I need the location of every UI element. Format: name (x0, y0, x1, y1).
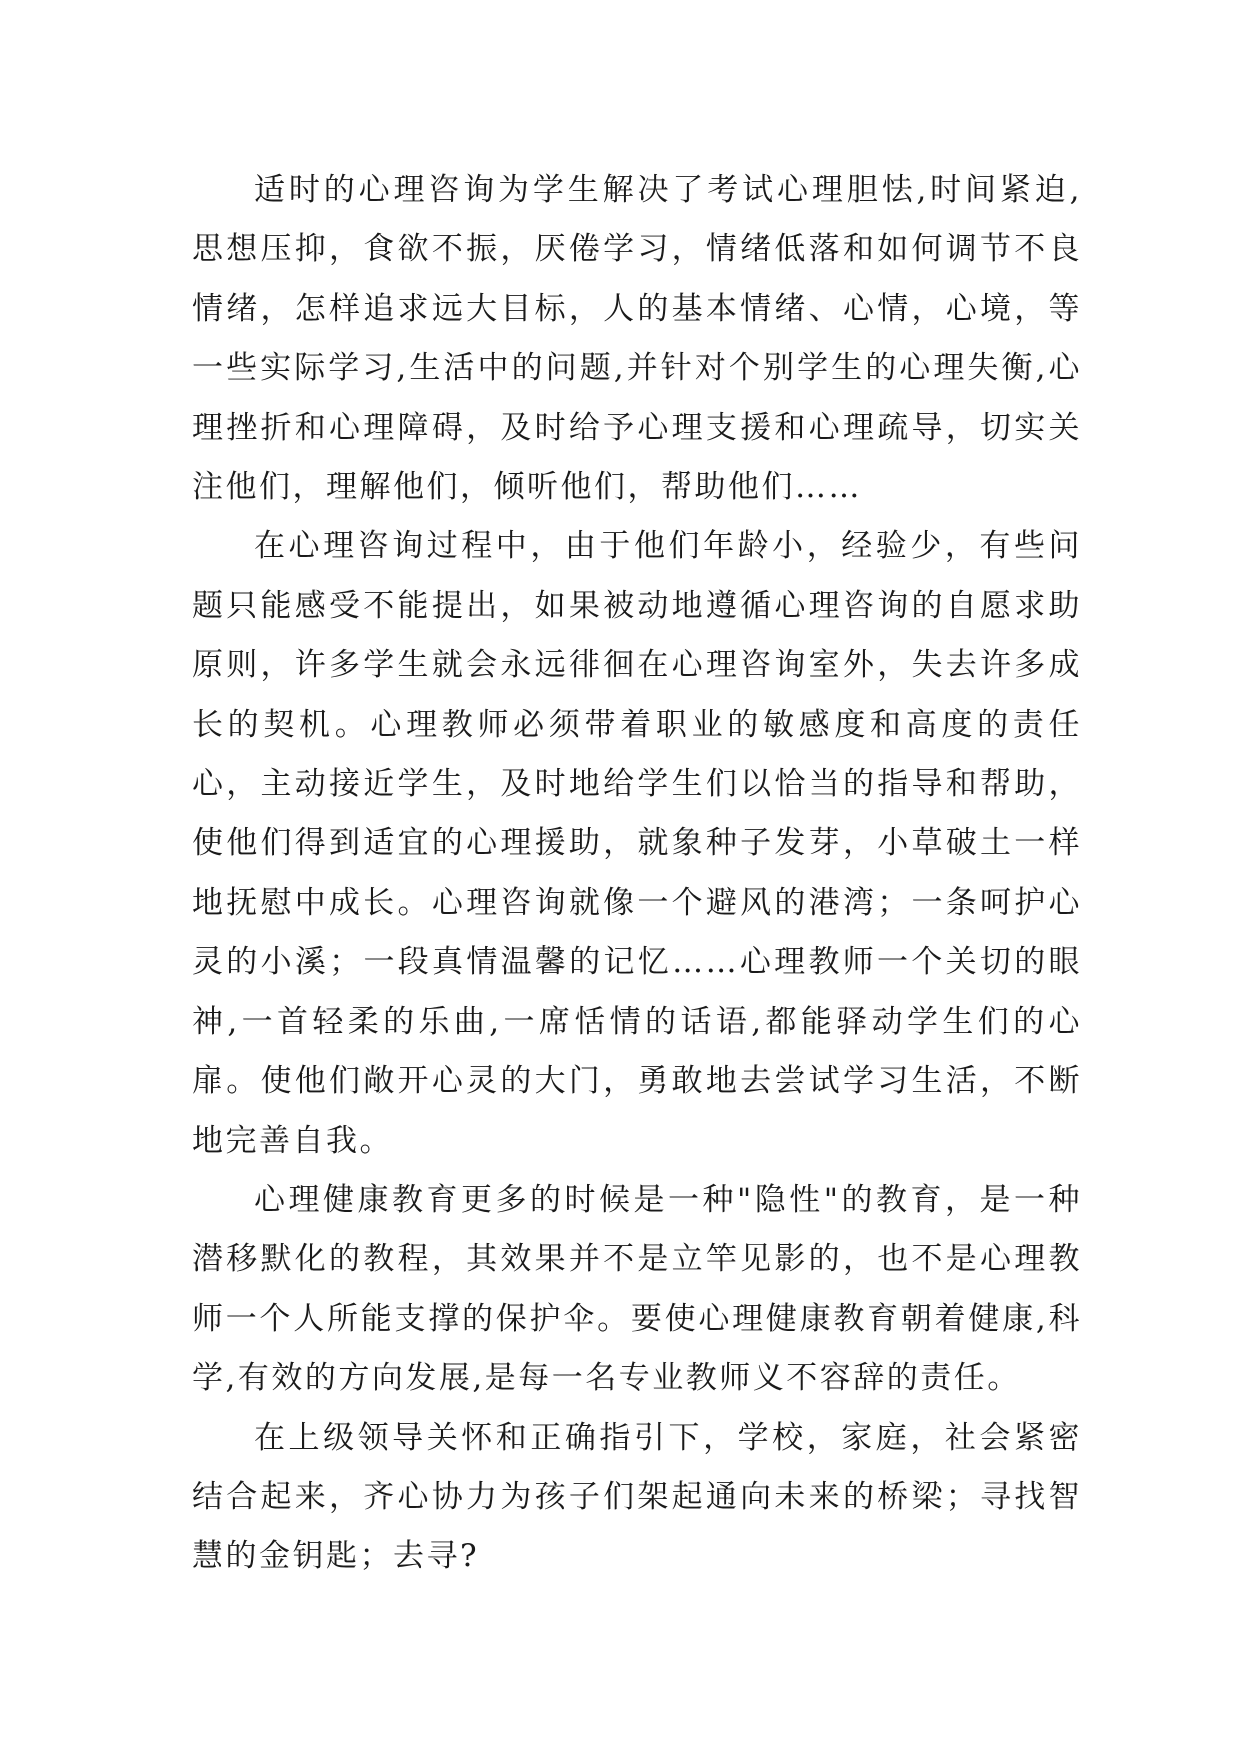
paragraph-2: 在心理咨询过程中，由于他们年龄小，经验少，有些问题只能感受不能提出，如果被动地遵循心理咨询的自愿求助原则，许多学生就会永远徘徊在心理咨询室外，失去许多成长的契机。心理教师必须带着职业的敏感度和高度的责任心，主动接近学生，及时地给学生们以恰当的指导和帮助，使他们得到适宜的心理援助，就象种子发芽，小草破土一样地抚慰中成长。心理咨询就像一个避风的港湾；一条呵护心灵的小溪；一段真情温馨的记忆……心理教师一个关切的眼神,一首轻柔的乐曲,一席恬情的话语,都能驿动学生们的心扉。使他们敞开心灵的大门，勇敢地去尝试学习生活，不断地完善自我。 (192, 528, 1082, 1159)
paragraph-4: 在上级领导关怀和正确指引下，学校，家庭，社会紧密结合起来，齐心协力为孩子们架起通向未来的桥梁；寻找智慧的金钥匙；去寻? (192, 1419, 1082, 1575)
paragraph-1: 适时的心理咨询为学生解决了考试心理胆怯,时间紧迫,思想压抑，食欲不振，厌倦学习，情绪低落和如何调节不良情绪，怎样追求远大目标，人的基本情绪、心情，心境，等一些实际学习,生活中的问题,并针对个别学生的心理失衡,心理挫折和心理障碍，及时给予心理支援和心理疏导，切实关注他们，理解他们，倾听他们，帮助他们…… (192, 172, 1082, 506)
paragraph-3: 心理健康教育更多的时候是一种"隐性"的教育，是一种潜移默化的教程，其效果并不是立竿见影的，也不是心理教师一个人所能支撑的保护伞。要使心理健康教育朝着健康,科学,有效的方向发展,是每一名专业教师义不容辞的责任。 (192, 1181, 1082, 1397)
document-body (192, 161, 1082, 1587)
